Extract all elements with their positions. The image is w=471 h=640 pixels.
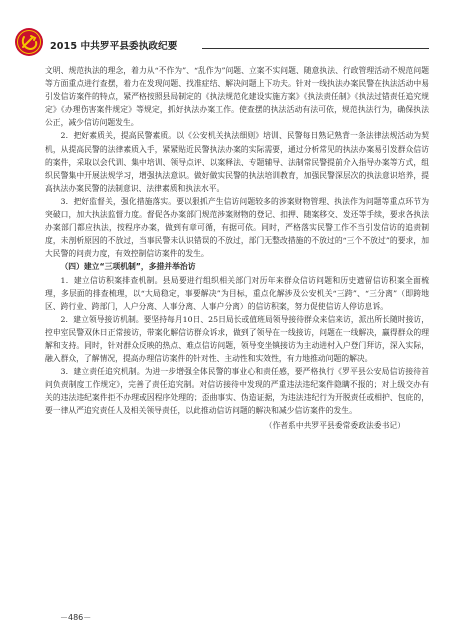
paragraph: 3．建立责任追究机制。为进一步增强全体民警的事业心和责任感，要严格执行《罗平县公安局信访接待首问负责制度工作规定》，完善了责任追究制。对信访接待中发现的严重违法违纪案件隐瞒不报的；对上级交办有关的违法违纪案件拒不办理或因程序处理的；歪曲事实、伪造证据，为违法违纪行为开脱责任或相护、包庇的，要一律从严追究责任人及相关领导责任，以此推动信访问题的解决和减少信访案件的发生。: [45, 367, 429, 416]
page-number: －486－: [60, 613, 92, 622]
header-rule: [202, 48, 429, 49]
page-header: [0, 0, 471, 58]
party-emblem-icon: [14, 27, 44, 57]
section-heading: （四）建立“三项机制”，多措并举治访: [60, 262, 196, 272]
author-signature: （作者系中共罗平县委常委政法委书记）: [264, 420, 405, 430]
paragraph: 2．建立领导接访机制。要坚持每月10日、25日局长或值班局领导接待群众来信来访，派出所长随时接访，控申室民警双休日正常接访，带案化解信访群众诉求，做到了领导在一线接访，问题在一线解决，赢得群众的理解和支持。同时，针对群众反映的热点、难点信访问题，领导变坐镇接访为主动进村入户登门拜访，深入实际，融入群众，了解情况，提高办理信访案件的针对性、主动性和实效性，有力地推动问题的解决。: [45, 314, 429, 364]
paragraph: 1．建立信访积案排查机制。县局要进行组织相关部门对历年来群众信访问题和历史遗留信访积案全面梳理，多层面的排查梳理，以“大局稳定，事要解决”为目标，重点化解涉及公安机关“三跨”、“三分离”（即跨地区、跨行业、跨部门，人户分离、人事分离、人事户分离）的信访积案，努力促使信访人停访息诉。: [45, 275, 429, 311]
article-body: [45, 64, 429, 432]
paragraph: 3．把好监督关，强化措施落实。要以狠抓产生信访问题较多的涉案财物管理、执法作为问题等重点环节为突破口，加大执法监督力度。督促各办案部门规范涉案财物的登记、扣押、随案移交、发还等手续，要求各执法办案部门都应执法，按程序办案，做到有章可循，有据可依。同时，严格落实民警工作不当引发信访的追责制度，未剖析原因的不放过，当事民警未认识错误的不放过，部门无整改措施的不放过的“三个不放过”的要求，加大民警的问责力度，有效控制信访案件的发生。: [45, 196, 429, 259]
header-title: 2015 中共罗平县委执政纪要: [50, 41, 178, 52]
paragraph: 文明、规范执法的理念，着力从“不作为”、“乱作为”问题、立案不实问题、随意执法、行政管理活动不规范问题等方面重点进行查摆，着力在发现问题、找准症结、解决问题上下功夫。针对一线执法办案民警在执法活动中易引发信访案件的特点，紧严格按照县局制定的《执法规范化建设实施方案》《执法责任制》《执法过错责任追究规定》《办理伤害案件规定》等规定，抓好执法办案工作。使查摆的执法活动有法可依，规范执法行为，确保执法公正，减少信访问题发生。: [45, 66, 429, 128]
paragraph: 2．把好素质关，提高民警素质。以《公安机关执法细则》培训、民警每日熟记熟背一条法律法规活动为契机，从提高民警的法律素质入手，紧紧贴近民警执法办案的实际需要，通过分析常见的执法办案易引发群众信访的案件，采取以会代训、集中培训、领导点评、以案释法、专题辅导、法制常民警提前介入指导办案等方式，组织民警集中开展法规学习，增强执法意识。做好做实民警的执法培训教育，加强民警深层次的执法意识培养，提高执法办案民警的法制意识、法律素质和执法水平。: [45, 131, 429, 193]
